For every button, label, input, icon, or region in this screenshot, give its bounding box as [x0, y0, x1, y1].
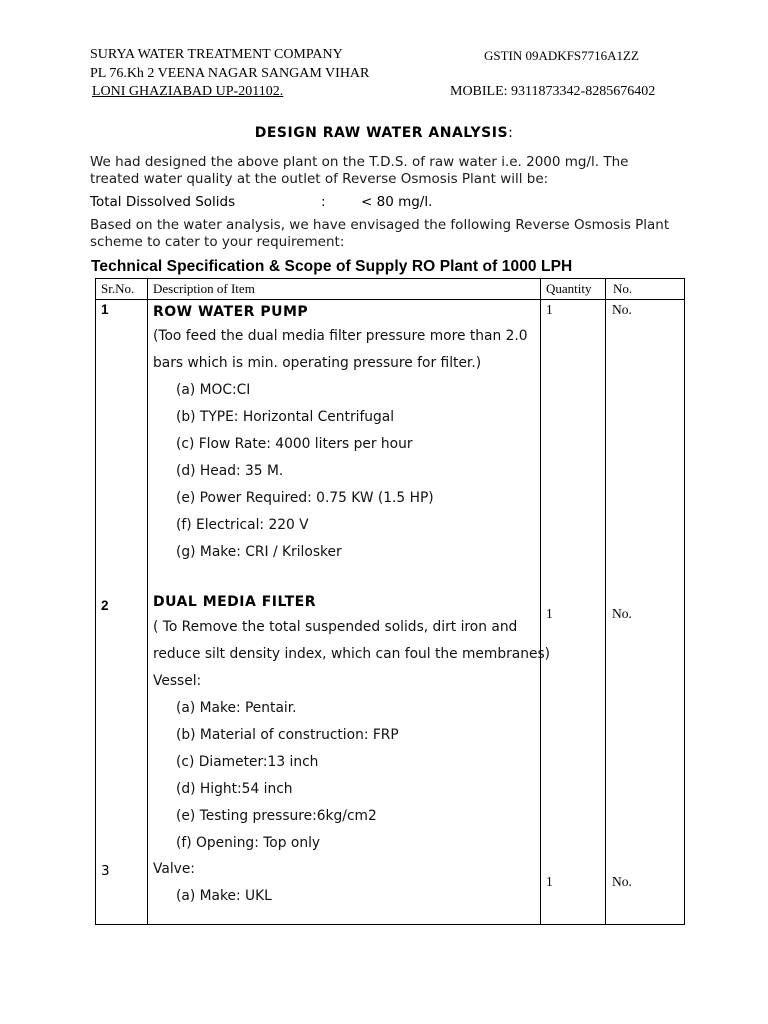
item-3-srno: 3	[101, 863, 110, 879]
item-1-srno: 1	[101, 302, 109, 317]
header-description: Description of Item	[153, 281, 255, 296]
item-2-spec: (c) Diameter:13 inch	[176, 754, 319, 770]
item-1-desc-line-1: (Too feed the dual media filter pressure more than 2.0	[153, 328, 528, 344]
document-title-colon: :	[508, 125, 514, 141]
address-city: LONI GHAZIABAD UP-201102.	[92, 84, 284, 99]
item-2-srno: 2	[101, 598, 109, 613]
item-3-unit: No.	[612, 874, 632, 889]
item-1-title: ROW WATER PUMP	[153, 304, 309, 320]
address-line-1: PL 76.Kh 2 VEENA NAGAR SANGAM VIHAR	[90, 66, 370, 81]
item-2-spec: (e) Testing pressure:6kg/cm2	[176, 808, 377, 824]
item-1-spec: (d) Head: 35 M.	[176, 463, 284, 479]
item-2-desc-line-2: reduce silt density index, which can foul the membranes)	[153, 646, 551, 662]
tds-label: Total Dissolved Solids	[90, 194, 236, 210]
item-1-spec: (c) Flow Rate: 4000 liters per hour	[176, 436, 413, 452]
header-quantity: Quantity	[546, 281, 592, 296]
item-1-desc-line-2: bars which is min. operating pressure for filter.)	[153, 355, 482, 371]
company-name: SURYA WATER TREATMENT COMPANY	[90, 47, 343, 62]
intro-line-1: We had designed the above plant on the T.D.S. of raw water i.e. 2000 mg/l. The	[90, 154, 629, 170]
header-srno: Sr.No.	[101, 281, 135, 296]
table-column-divider	[540, 279, 541, 924]
item-1-spec: (a) MOC:CI	[176, 382, 251, 398]
item-1-unit: No.	[612, 302, 632, 317]
intro-line-2: treated water quality at the outlet of Reverse Osmosis Plant will be:	[90, 171, 549, 187]
document-title-text: DESIGN RAW WATER ANALYSIS	[254, 125, 509, 141]
item-2-spec: (a) Make: Pentair.	[176, 700, 297, 716]
item-2-desc-line-1: ( To Remove the total suspended solids, dirt iron and	[153, 619, 518, 635]
item-2-quantity: 1	[546, 606, 553, 621]
table-header-divider	[96, 299, 684, 300]
item-2-spec: (d) Hight:54 inch	[176, 781, 293, 797]
table-column-divider	[605, 279, 606, 924]
item-2-subhead: Vessel:	[153, 673, 202, 689]
header-unit: No.	[613, 281, 633, 296]
table-column-divider	[147, 279, 148, 924]
item-1-spec: (e) Power Required: 0.75 KW (1.5 HP)	[176, 490, 434, 506]
item-1-quantity: 1	[546, 302, 553, 317]
document-title	[0, 125, 768, 141]
gstin: GSTIN 09ADKFS7716A1ZZ	[484, 48, 639, 63]
item-2-spec: (b) Material of construction: FRP	[176, 727, 399, 743]
tds-colon: :	[321, 194, 326, 210]
item-1-spec: (g) Make: CRI / Krilosker	[176, 544, 342, 560]
tds-value: < 80 mg/l.	[361, 194, 433, 210]
item-3-spec: (a) Make: UKL	[176, 888, 272, 904]
item-2-title: DUAL MEDIA FILTER	[153, 594, 316, 610]
mobile-number: MOBILE: 9311873342-8285676402	[450, 84, 656, 99]
address-line-2	[90, 83, 685, 101]
spec-title: Technical Specification & Scope of Supply RO Plant of 1000 LPH	[91, 258, 573, 275]
item-1-spec: (b) TYPE: Horizontal Centrifugal	[176, 409, 395, 425]
intro-line-4: scheme to cater to your requirement:	[90, 234, 345, 250]
item-3-quantity: 1	[546, 874, 553, 889]
item-2-spec: (f) Opening: Top only	[176, 835, 321, 851]
item-2-unit: No.	[612, 606, 632, 621]
item-1-spec: (f) Electrical: 220 V	[176, 517, 309, 533]
intro-line-3: Based on the water analysis, we have envisaged the following Reverse Osmosis Plant	[90, 217, 670, 233]
item-3-subhead: Valve:	[153, 861, 195, 877]
